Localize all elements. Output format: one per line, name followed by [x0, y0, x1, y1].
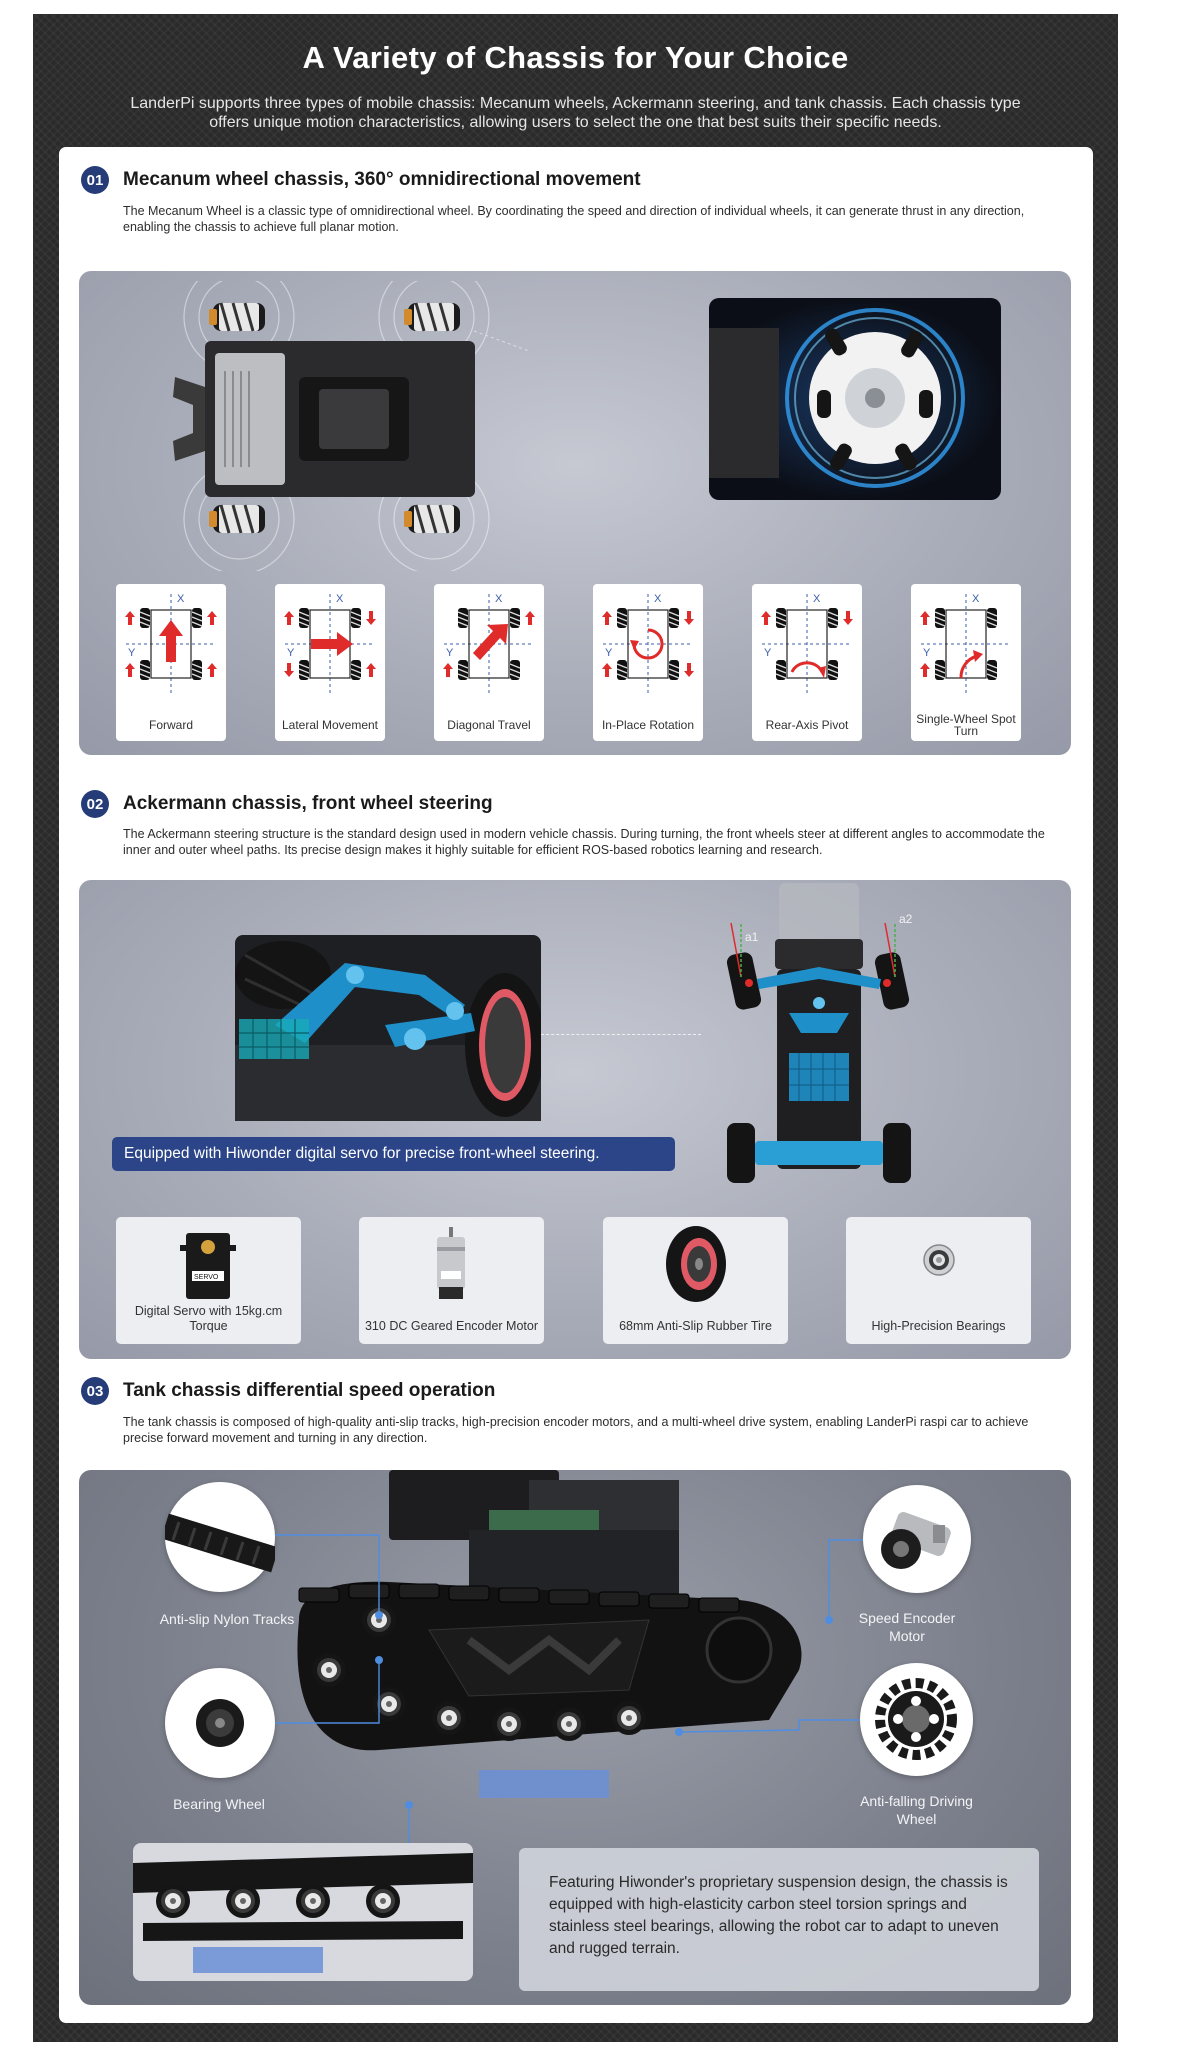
- svg-text:a1: a1: [745, 930, 759, 944]
- svg-text:X: X: [654, 593, 662, 605]
- tire-icon: [661, 1223, 731, 1305]
- rotate-icon: [599, 590, 697, 698]
- encoder-label: Speed Encoder Motor: [858, 1610, 956, 1644]
- motion-label: Forward: [148, 718, 193, 732]
- motion-label: Single-Wheel Spot Turn: [916, 712, 1016, 738]
- driving-label: Anti-falling Driving Wheel: [860, 1793, 973, 1827]
- page-title: A Variety of Chassis for Your Choice: [302, 40, 849, 75]
- component-card-servo: [116, 1217, 301, 1344]
- svg-text:a2: a2: [899, 912, 913, 926]
- motion-tile-forward: [116, 584, 226, 741]
- spot-turn-icon: [917, 590, 1015, 698]
- mecanum-panel: [79, 271, 1071, 755]
- component-label: 68mm Anti-Slip Rubber Tire: [619, 1319, 772, 1333]
- svg-text:X: X: [813, 593, 821, 605]
- svg-text:Y: Y: [764, 647, 772, 659]
- section-title: Tank chassis differential speed operation: [123, 1380, 496, 1401]
- section-01-header: [81, 166, 641, 194]
- page-subtitle: LanderPi supports three types of mobile chassis: Mecanum wheels, Ackermann steering, and tank chassis. Each chassis type offers unique motion characteristics, allowing users to select the one that best suits their specific needs.: [130, 95, 1021, 131]
- motor-icon: [429, 1227, 475, 1307]
- arrow-up-icon: [122, 590, 220, 698]
- svg-text:X: X: [495, 593, 503, 605]
- svg-text:SERVO: SERVO: [194, 1274, 219, 1281]
- section-description: The tank chassis is composed of high-quality anti-slip tracks, high-precision encoder motors, and a multi-wheel drive system, enabling LanderPi raspi car to achieve precise forward movement and turning in any direction.: [123, 1415, 1029, 1445]
- section-02-header: [81, 790, 493, 818]
- motion-tile-lateral: [275, 584, 385, 741]
- steering-closeup-image: [235, 935, 541, 1121]
- ackermann-robot-image: [719, 883, 919, 1203]
- ackermann-panel: [79, 880, 1071, 1359]
- section-description: The Mecanum Wheel is a classic type of omnidirectional wheel. By coordinating the speed and direction of individual wheels, it can generate thrust in any direction, enabling the chassis to achieve full planar motion.: [123, 204, 1025, 234]
- section-number-badge: 02: [81, 790, 109, 818]
- svg-text:Y: Y: [923, 647, 931, 659]
- svg-text:Y: Y: [605, 647, 613, 659]
- suspension-feature-text: Featuring Hiwonder's proprietary suspension design, the chassis is equipped with high-elasticity carbon steel torsion springs and stainless steel bearings, allowing the robot car to adapt to uneven and rugged terrain.: [519, 1848, 1039, 1991]
- svg-text:X: X: [336, 593, 344, 605]
- motion-tile-rotation: [593, 584, 703, 741]
- section-03-header: [81, 1377, 495, 1405]
- component-card-motor: [359, 1217, 544, 1344]
- svg-text:X: X: [177, 593, 185, 605]
- svg-text:Y: Y: [128, 647, 136, 659]
- svg-text:Y: Y: [287, 647, 295, 659]
- component-card-bearing: [846, 1217, 1031, 1344]
- arrow-diagonal-icon: [440, 590, 538, 698]
- servo-banner: Equipped with Hiwonder digital servo for precise front-wheel steering.: [112, 1137, 675, 1171]
- section-title: Mecanum wheel chassis, 360° omnidirectional movement: [123, 169, 641, 190]
- page-frame: [33, 14, 1118, 2042]
- motion-label: Rear-Axis Pivot: [765, 718, 849, 732]
- motion-tile-spot-turn: [911, 584, 1021, 741]
- pivot-icon: [758, 590, 856, 698]
- tank-panel: [79, 1470, 1071, 2005]
- svg-text:Y: Y: [446, 647, 454, 659]
- svg-text:X: X: [972, 593, 980, 605]
- leader-line: [541, 1034, 701, 1035]
- section-title: Ackermann chassis, front wheel steering: [123, 793, 493, 814]
- bearing-label: Bearing Wheel: [173, 1796, 265, 1812]
- servo-icon: [178, 1225, 238, 1305]
- motion-label: Diagonal Travel: [447, 718, 531, 732]
- motion-tile-diagonal: [434, 584, 544, 741]
- suspension-closeup-image: [133, 1843, 473, 1981]
- section-description: The Ackermann steering structure is the standard design used in modern vehicle chassis. During turning, the front wheels steer at different angles to accommodate the inner and outer wheel paths. Its precise design makes it highly suitable for efficient ROS-based robotics learning and research.: [123, 827, 1045, 857]
- component-label: High-Precision Bearings: [871, 1319, 1006, 1333]
- content-card: [59, 147, 1093, 2023]
- mecanum-wheel-closeup-image: [709, 298, 1001, 500]
- mecanum-robot-image: [169, 281, 529, 571]
- component-label: 310 DC Geared Encoder Motor: [364, 1319, 538, 1333]
- bearing-icon: [922, 1243, 956, 1277]
- arrow-right-icon: [281, 590, 379, 698]
- motion-label: In-Place Rotation: [601, 718, 695, 732]
- component-label: Digital Servo with 15kg.cm Torque: [134, 1304, 283, 1333]
- motion-label: Lateral Movement: [281, 718, 379, 732]
- section-number-badge: 01: [81, 166, 109, 194]
- component-card-tire: [603, 1217, 788, 1344]
- tracks-label: Anti-slip Nylon Tracks: [159, 1611, 295, 1627]
- motion-tile-rear-pivot: [752, 584, 862, 741]
- section-number-badge: 03: [81, 1377, 109, 1405]
